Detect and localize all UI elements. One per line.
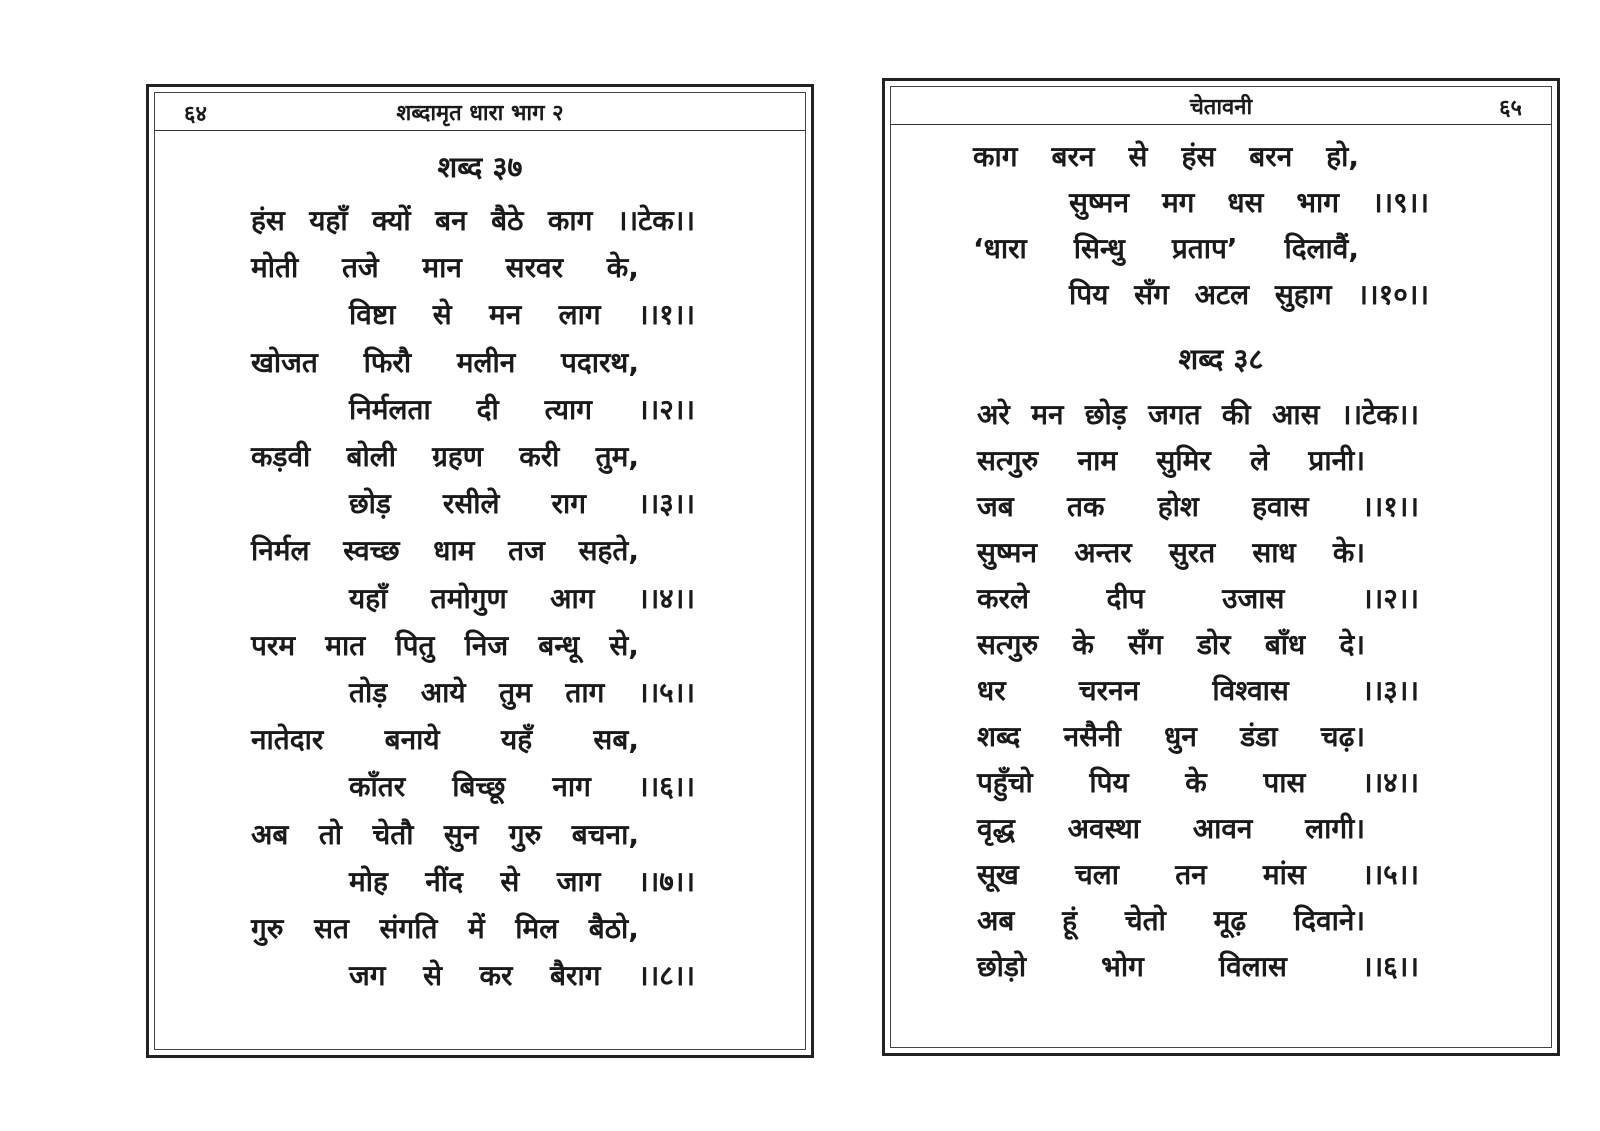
- verse-line: [977, 628, 1365, 661]
- verse-word: विश्वास: [1212, 674, 1289, 707]
- left-page-number: ६४: [184, 102, 207, 127]
- verse-word: यहाँ: [309, 204, 348, 237]
- verse-word: तजे: [341, 251, 379, 285]
- verse-word: बाँध: [1264, 628, 1306, 661]
- verse-word: मूढ़: [1213, 904, 1247, 937]
- verse-word: भाग: [1296, 186, 1340, 219]
- verse-word: बैठो,: [588, 912, 639, 945]
- verse-word: के,: [606, 251, 639, 285]
- verse-word: डोर: [1196, 628, 1231, 661]
- verse-word: क्यों: [372, 204, 411, 237]
- verse-word: सुष्मन: [977, 536, 1038, 569]
- verse-word: बन: [435, 204, 467, 237]
- verse-word: ।।२।।: [1361, 582, 1419, 615]
- verse-word: डंडा: [1240, 720, 1278, 753]
- verse-word: उजास: [1222, 582, 1285, 615]
- verse-word: आग: [550, 581, 595, 615]
- verse-line: [977, 444, 1365, 477]
- verse-line: [977, 812, 1365, 845]
- verse-word: बन्धू: [538, 628, 580, 662]
- verse-word: धस: [1227, 186, 1264, 219]
- verse-word: तमोगुण: [430, 581, 507, 615]
- verse-word: चेतो: [1124, 904, 1166, 937]
- verse-line: [251, 628, 639, 662]
- verse-word: के।: [1332, 536, 1365, 569]
- left-page-header: [154, 92, 806, 131]
- verse-word: जगत: [1148, 398, 1201, 431]
- verse-line: [977, 674, 1419, 707]
- verse-line: [349, 770, 695, 804]
- verse-word: बचना,: [571, 817, 639, 851]
- verse-word: से,: [609, 628, 639, 662]
- verse-word: चला: [1075, 858, 1120, 891]
- verse-word: तज: [508, 534, 545, 568]
- verse-word: हंस: [1181, 140, 1216, 173]
- verse-word: फिरौ: [363, 345, 412, 379]
- verse-line: [251, 345, 639, 379]
- verse-word: ।।टेक।।: [616, 204, 695, 237]
- verse-word: नींद: [425, 864, 463, 898]
- verse-word: ।।१।।: [1361, 490, 1419, 523]
- verse-word: काँतर: [349, 770, 406, 804]
- verse-line: [977, 950, 1419, 983]
- verse-word: कर: [479, 959, 513, 993]
- verse-word: बैराग: [550, 959, 601, 993]
- verse-word: की: [1221, 398, 1251, 431]
- verse-line: [349, 959, 695, 993]
- verse-line: [251, 723, 639, 757]
- verse-word: दिलावैं,: [1284, 232, 1359, 265]
- verse-word: बिच्छू: [452, 770, 506, 804]
- left-header-title: शब्दामृत धारा भाग २: [396, 101, 564, 126]
- verse-word: सुमिर: [1156, 444, 1211, 477]
- verse-word: मग: [1161, 186, 1195, 219]
- verse-word: सुन: [443, 817, 479, 851]
- verse-word: वृद्ध: [977, 812, 1015, 845]
- verse-line: [251, 440, 639, 473]
- verse-word: चेतौ: [372, 817, 414, 851]
- verse-word: सिन्धु: [1073, 232, 1125, 265]
- verse-word: ।।३।।: [637, 487, 695, 521]
- verse-word: तन: [1175, 858, 1207, 891]
- verse-word: स्वच्छ: [343, 534, 400, 568]
- verse-word: के: [1072, 628, 1094, 661]
- verse-word: सुहाग: [1274, 278, 1332, 311]
- verse-word: त्याग: [544, 392, 593, 426]
- verse-line: [349, 864, 695, 898]
- verse-word: चरनन: [1078, 674, 1140, 707]
- verse-word: ‘धारा: [973, 232, 1027, 265]
- verse-word: ताग: [565, 676, 605, 709]
- verse-word: प्रानी।: [1308, 444, 1365, 477]
- verse-word: मन: [1031, 398, 1064, 431]
- verse-line: [349, 298, 695, 332]
- verse-word: सूख: [977, 858, 1019, 891]
- shabd-37-title: शब्द ३७: [437, 150, 523, 184]
- verse-word: पिय: [1089, 766, 1129, 799]
- left-page: [146, 84, 814, 1058]
- verse-word: से: [1128, 140, 1148, 173]
- verse-word: अब: [251, 817, 289, 851]
- verse-line: [973, 140, 1359, 173]
- verse-word: लागी।: [1305, 812, 1365, 845]
- verse-word: मन: [489, 298, 522, 332]
- verse-word: हो,: [1326, 140, 1359, 173]
- right-page: [882, 78, 1560, 1056]
- verse-word: सहते,: [578, 534, 639, 568]
- verse-word: ।।५।।: [637, 676, 695, 709]
- verse-word: पास: [1263, 766, 1306, 799]
- verse-word: यहाँ: [349, 581, 388, 615]
- verse-word: पितु: [395, 628, 435, 662]
- verse-line: [251, 817, 639, 851]
- verse-word: के: [1185, 766, 1207, 799]
- verse-word: सँग: [1134, 278, 1169, 311]
- verse-word: यहँ: [500, 723, 533, 757]
- verse-word: मलीन: [456, 345, 516, 379]
- verse-word: करी: [519, 440, 560, 473]
- verse-word: अन्तर: [1074, 536, 1132, 569]
- verse-word: ।।४।।: [637, 581, 695, 615]
- verse-word: गुरु: [508, 817, 542, 851]
- verse-word: आस: [1272, 398, 1320, 431]
- verse-word: कड़वी: [251, 440, 311, 473]
- verse-word: ।।१०।।: [1357, 278, 1429, 311]
- verse-word: नाग: [552, 770, 591, 804]
- verse-word: सत्गुरु: [977, 444, 1039, 477]
- verse-word: अब: [977, 904, 1015, 937]
- verse-word: ।।२।।: [637, 392, 695, 426]
- verse-word: ।।६।।: [637, 770, 695, 804]
- verse-word: धुन: [1164, 720, 1197, 753]
- tek-line: [977, 398, 1419, 431]
- verse-line: [977, 720, 1365, 753]
- verse-word: सरवर: [505, 251, 564, 285]
- verse-word: हंस: [251, 204, 285, 237]
- shabd-38-title: शब्द ३८: [1178, 342, 1264, 376]
- verse-word: में: [467, 912, 485, 945]
- verse-line: [349, 487, 695, 521]
- verse-word: ग्रहण: [432, 440, 484, 473]
- verse-word: हवास: [1252, 490, 1309, 523]
- verse-line: [251, 912, 639, 945]
- verse-word: निर्मल: [251, 534, 310, 568]
- verse-word: ।।९।।: [1371, 186, 1429, 219]
- verse-word: तो: [318, 817, 343, 851]
- verse-word: संगति: [379, 912, 438, 945]
- verse-word: काग: [973, 140, 1018, 173]
- verse-word: छोड़: [1084, 398, 1127, 431]
- verse-line: [977, 490, 1419, 523]
- verse-word: गुरु: [251, 912, 284, 945]
- verse-word: पिय: [1069, 278, 1109, 311]
- right-page-number: ६५: [1499, 96, 1522, 121]
- verse-line: [973, 232, 1359, 265]
- verse-line: [349, 392, 695, 426]
- verse-word: भोग: [1101, 950, 1144, 983]
- verse-word: ।।४।।: [1361, 766, 1419, 799]
- verse-word: लाग: [558, 298, 601, 332]
- verse-word: पदारथ,: [560, 345, 639, 379]
- verse-word: होश: [1157, 490, 1199, 523]
- verse-word: ।।८।।: [637, 959, 695, 993]
- verse-word: नातेदार: [251, 723, 324, 757]
- verse-line: [251, 251, 639, 285]
- verse-word: ले: [1250, 444, 1270, 477]
- verse-word: दी: [476, 392, 499, 426]
- verse-word: मात: [325, 628, 366, 662]
- verse-word: साध: [1252, 536, 1296, 569]
- verse-word: खोजत: [251, 345, 318, 379]
- verse-word: बैठे: [491, 204, 524, 237]
- verse-word: जग: [349, 959, 386, 993]
- verse-word: ।।५।।: [1361, 858, 1419, 891]
- verse-word: ।।१।।: [637, 298, 695, 332]
- verse-word: से: [423, 959, 442, 993]
- verse-word: अटल: [1194, 278, 1250, 311]
- verse-word: अवस्था: [1067, 812, 1141, 845]
- tek-line: [251, 204, 695, 237]
- verse-word: सुष्मन: [1069, 186, 1130, 219]
- verse-word: छोड़ो: [977, 950, 1027, 983]
- verse-word: चढ़।: [1320, 720, 1365, 753]
- verse-word: दीप: [1106, 582, 1145, 615]
- verse-word: निज: [464, 628, 509, 662]
- verse-line: [977, 904, 1365, 937]
- verse-line: [1069, 278, 1429, 311]
- verse-word: काग: [547, 204, 593, 237]
- verse-word: जब: [977, 490, 1014, 523]
- verse-line: [977, 536, 1365, 569]
- verse-word: जाग: [556, 864, 601, 898]
- verse-word: शब्द: [977, 720, 1021, 753]
- verse-word: नसैनी: [1063, 720, 1121, 753]
- verse-word: हूं: [1062, 904, 1078, 937]
- verse-line: [349, 676, 695, 709]
- verse-line: [1069, 186, 1429, 219]
- verse-word: बरन: [1051, 140, 1095, 173]
- verse-word: से: [500, 864, 520, 898]
- verse-word: आवन: [1192, 812, 1253, 845]
- verse-word: रसीले: [442, 487, 500, 521]
- verse-word: दिवाने।: [1293, 904, 1365, 937]
- verse-word: बोली: [346, 440, 396, 473]
- verse-word: पहुँचो: [977, 766, 1033, 799]
- verse-word: मांस: [1262, 858, 1306, 891]
- verse-word: ।।टेक।।: [1340, 398, 1419, 431]
- verse-word: तक: [1067, 490, 1105, 523]
- verse-word: करले: [977, 582, 1029, 615]
- verse-word: आये: [420, 676, 466, 709]
- verse-word: मोह: [349, 864, 388, 898]
- verse-word: सँग: [1128, 628, 1163, 661]
- verse-line: [977, 766, 1419, 799]
- verse-word: विष्टा: [349, 298, 396, 332]
- verse-word: मोती: [251, 251, 299, 285]
- verse-line: [349, 581, 695, 615]
- verse-word: नाम: [1077, 444, 1118, 477]
- verse-word: से: [432, 298, 452, 332]
- verse-line: [977, 582, 1419, 615]
- verse-word: दे।: [1339, 628, 1365, 661]
- right-header-title: चेतावनी: [1189, 95, 1253, 120]
- verse-word: प्रताप’: [1171, 232, 1238, 265]
- verse-word: धाम: [433, 534, 475, 568]
- verse-line: [251, 534, 639, 568]
- verse-word: बरन: [1249, 140, 1293, 173]
- verse-word: बनाये: [384, 723, 440, 757]
- verse-word: मिल: [515, 912, 559, 945]
- verse-word: निर्मलता: [349, 392, 431, 426]
- verse-word: मान: [422, 251, 462, 285]
- verse-word: तोड़: [349, 676, 388, 709]
- verse-word: छोड़: [349, 487, 391, 521]
- verse-word: सुरत: [1168, 536, 1216, 569]
- verse-word: तुम: [499, 676, 532, 709]
- verse-word: तुम,: [595, 440, 639, 473]
- verse-word: राग: [551, 487, 586, 521]
- verse-word: परम: [251, 628, 296, 662]
- verse-word: ।।३।।: [1361, 674, 1419, 707]
- verse-word: सब,: [593, 723, 639, 757]
- verse-word: सत्गुरु: [977, 628, 1039, 661]
- verse-word: ।।७।।: [637, 864, 695, 898]
- verse-line: [977, 858, 1419, 891]
- right-page-header: [890, 86, 1552, 125]
- verse-word: धर: [977, 674, 1006, 707]
- verse-word: विलास: [1218, 950, 1287, 983]
- verse-word: अरे: [977, 398, 1010, 431]
- verse-word: ।।६।।: [1361, 950, 1419, 983]
- verse-word: सत: [314, 912, 349, 945]
